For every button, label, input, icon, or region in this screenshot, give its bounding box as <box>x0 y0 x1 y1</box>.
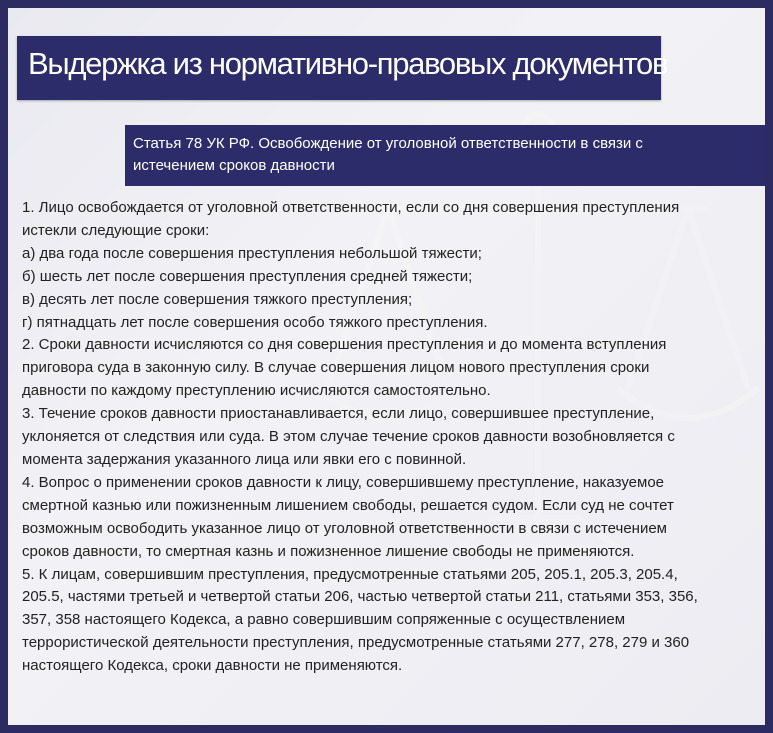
article-line: 1. Лицо освобождается от уголовной ответственности, если со дня совершения преступления <box>22 199 680 216</box>
article-line: а) два года после совершения преступления небольшой тяжести; <box>22 244 482 262</box>
article-line: террористической деятельности преступления, предусмотренные статьями 277, 278, 279 и 360 <box>22 634 690 652</box>
article-line: настоящего Кодекса, сроки давности не применяются. <box>22 657 403 675</box>
article-line: давности по каждому преступлению исчисляются самостоятельно. <box>22 382 491 400</box>
article-line: 4. Вопрос о применении сроков давности к лицу, совершившему преступление, наказуемое <box>22 473 665 491</box>
article-line: момента задержания указанного лица или явки его с повинной. <box>22 450 467 468</box>
article-line: 5. К лицам, совершившим преступления, предусмотренные статьями 205, 205.1, 205.3, 205.4, <box>22 565 678 583</box>
article-line: 3. Течение сроков давности приостанавливается, если лицо, совершившее преступление, <box>22 405 655 423</box>
article-line: уклоняется от следствия или суда. В этом случае течение сроков давности возобновляется с <box>22 428 675 446</box>
article-line: сроков давности, то смертная казнь и пожизненное лишение свободы не применяются. <box>22 542 635 560</box>
content-panel <box>8 8 765 725</box>
article-line: смертной казнью или пожизненным лишением свободы, решается судом. Если суд не сочтет <box>22 496 674 514</box>
article-line: г) пятнадцать лет после совершения особо тяжкого преступления. <box>22 313 488 331</box>
article-heading-bar <box>125 125 765 186</box>
page-title-bar <box>17 36 668 100</box>
article-body <box>22 197 762 678</box>
article-line: приговора суда в законную силу. В случае совершения лицом нового преступления сроки <box>22 359 650 377</box>
article-line: 205.5, частями третьей и четвертой статьи 206, частью четвертой статьи 211, статьями 353, 356, <box>22 588 698 606</box>
article-line: б) шесть лет после совершения преступления средней тяжести; <box>22 267 473 285</box>
article-line: истекли следующие сроки: <box>22 221 210 239</box>
article-heading: Статья 78 УК РФ. Освобождение от уголовной ответственности в связи с истечением сроков давности <box>133 135 643 174</box>
article-line: в) десять лет после совершения тяжкого преступления; <box>22 290 413 308</box>
article-line: 2. Сроки давности исчисляются со дня совершения преступления и до момента вступления <box>22 336 667 354</box>
article-line: 357, 358 настоящего Кодекса, а равно совершившим сопряженные с осуществлением <box>22 611 626 629</box>
article-line: возможным освободить указанное лицо от уголовной ответственности в связи с истечением <box>22 519 667 537</box>
page-title: Выдержка из нормативно-правовых документов <box>28 46 668 81</box>
